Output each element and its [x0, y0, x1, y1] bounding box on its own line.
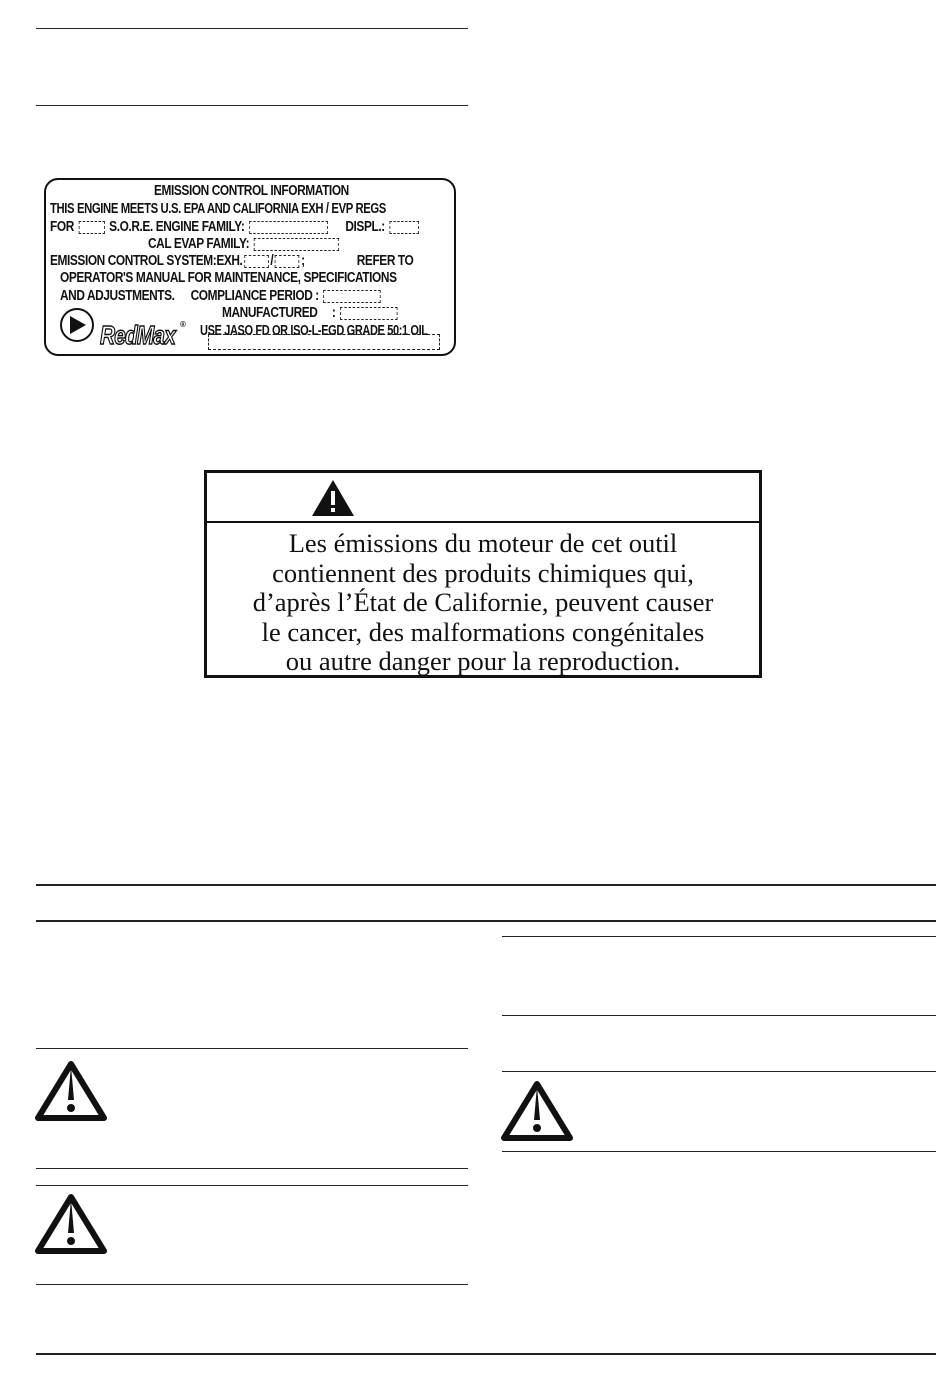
emission-line-evap [148, 236, 399, 252]
brand-name: RedMax [100, 320, 175, 350]
top-rule-1 [36, 28, 468, 29]
warning-line: le cancer, des malformations congénitales [261, 616, 705, 647]
top-rule-2 [36, 105, 468, 106]
manufactured-colon: : [331, 305, 336, 321]
system-blank-1 [244, 255, 269, 268]
emission-line-family [50, 219, 385, 235]
displ-label: DISPL.: [345, 219, 385, 235]
left-rule-3 [36, 1185, 468, 1186]
section-rule-2 [36, 920, 936, 922]
adjustments-label: AND ADJUSTMENTS. [60, 288, 175, 304]
right-rule-4 [502, 1151, 936, 1152]
warning-line: d’après l’État de Californie, peuvent causer [252, 587, 714, 617]
compliance-label: COMPLIANCE PERIOD : [190, 288, 319, 304]
right-rule-3 [502, 1071, 936, 1072]
warning-line: ou autre danger pour la reproduction. [285, 646, 681, 676]
manufactured-label: MANUFACTURED [222, 305, 318, 321]
bottom-rule [36, 1353, 936, 1355]
manufactured-blank [340, 307, 397, 320]
section-rule-top [36, 884, 936, 886]
system-blank-2 [275, 255, 300, 268]
emission-line-oil: USE JASO FD OR ISO-L-EGD GRADE 50:1 OIL [200, 323, 428, 339]
warning-triangle-icon [500, 1080, 574, 1142]
emission-title: EMISSION CONTROL INFORMATION [154, 183, 349, 199]
left-rule-2 [36, 1168, 468, 1169]
for-blank [78, 221, 104, 234]
system-end: ; [301, 253, 305, 269]
warning-triangle-icon [34, 1193, 108, 1255]
emission-line-adjust [60, 288, 383, 304]
for-label: FOR [50, 219, 74, 235]
left-rule-4 [36, 1284, 468, 1285]
emission-control-label [44, 178, 456, 356]
displ-blank [389, 221, 419, 234]
logo-triangle-icon [70, 316, 86, 334]
refer-label: REFER TO [356, 253, 414, 269]
warning-triangle-icon [34, 1060, 108, 1122]
warning-line: Les émissions du moteur de cet outil [288, 528, 678, 558]
warning-line: contiennent des produits chimiques qui, [272, 557, 694, 588]
oil-blank [208, 334, 440, 350]
evap-family-label: CAL EVAP FAMILY: [148, 236, 250, 252]
emission-line-system [50, 253, 414, 269]
right-rule-2 [502, 1015, 936, 1016]
warning-header [207, 473, 759, 523]
prop65-warning-box [204, 470, 762, 678]
emission-line-manual: OPERATOR'S MANUAL FOR MAINTENANCE, SPECIFICATIONS [60, 270, 397, 286]
right-rule-1 [502, 936, 936, 937]
warning-triangle-icon [311, 479, 355, 517]
system-sep: / [270, 253, 274, 269]
warning-text [207, 529, 759, 677]
system-label: EMISSION CONTROL SYSTEM:EXH. [50, 253, 243, 269]
left-rule-1 [36, 1048, 468, 1049]
emission-line-manufactured [222, 305, 412, 321]
emission-line-epa: THIS ENGINE MEETS U.S. EPA AND CALIFORNIA EXH / EVP REGS [50, 201, 386, 217]
compliance-blank [323, 290, 380, 303]
registered-mark: ® [180, 320, 186, 329]
engine-family-label: S.O.R.E. ENGINE FAMILY: [109, 219, 245, 235]
engine-family-blank [249, 221, 328, 234]
evap-family-blank [254, 238, 339, 251]
